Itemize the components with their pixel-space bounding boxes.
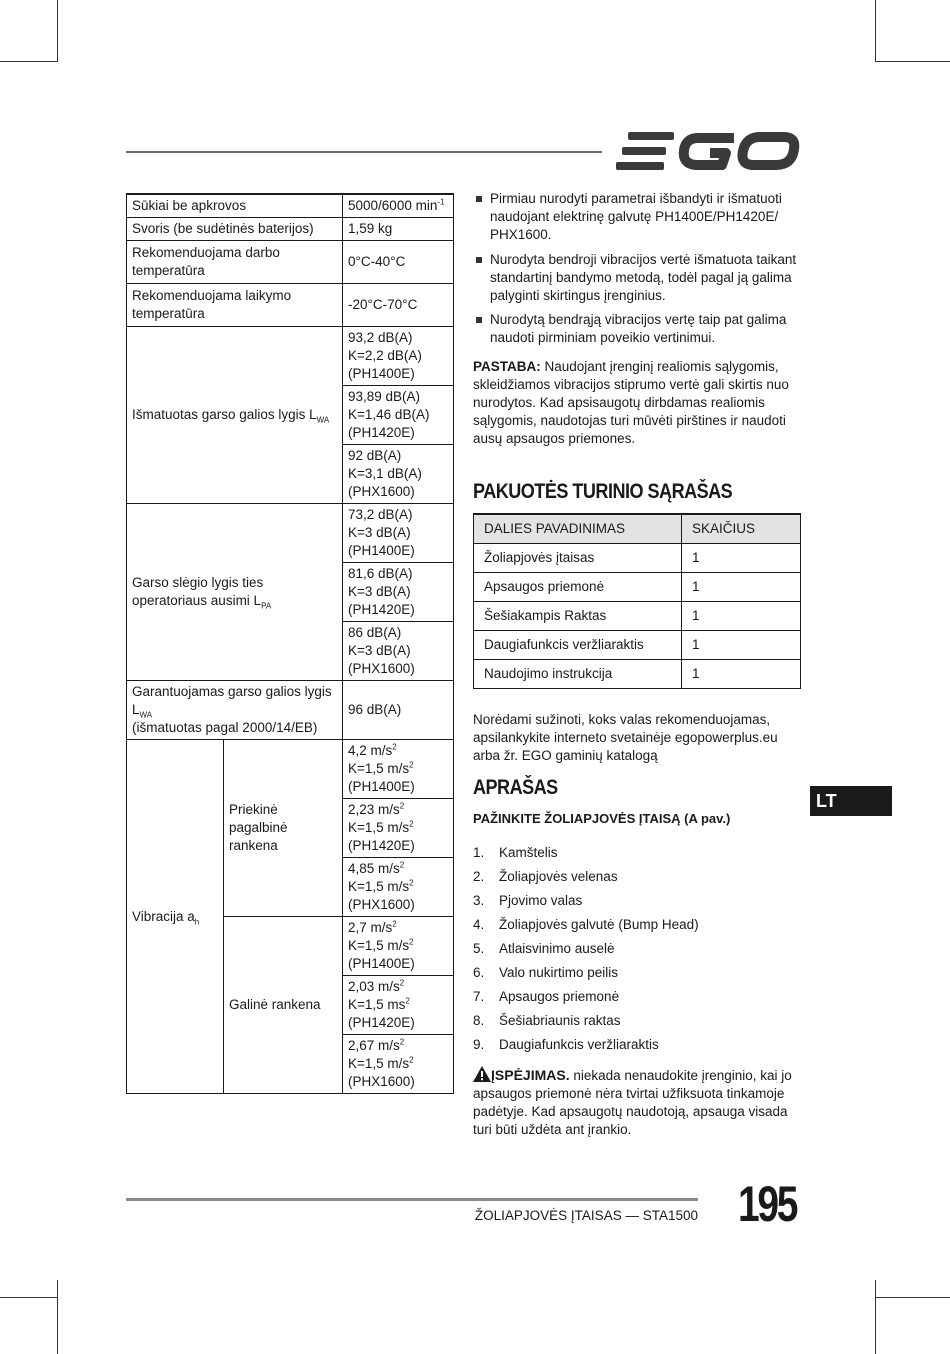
spec-value: -20°C-70°C xyxy=(343,284,454,327)
list-item: Nurodyta bendroji vibracijos vertė išmatuota taikant standartinį bandymo metodą, todėl pagal ją galima palyginti skirtingus įrenginius. xyxy=(473,251,803,306)
more-info-paragraph: Norėdami sužinoti, koks valas rekomenduojamas, apsilankykite interneto svetainėje egopowerplus.eu arba žr. EGO gaminių katalogą xyxy=(473,711,778,764)
table-row: Šešiakampis Raktas 1 xyxy=(474,601,801,630)
spec-value: 2,67 $m/s^2$ K=1,5 $m/s^2$ (PHX1600) xyxy=(343,1035,454,1094)
table-row: Apsaugos priemonė 1 xyxy=(474,572,801,601)
spec-label: Rekomenduojama darbo temperatūra xyxy=(127,241,343,284)
crop-mark xyxy=(875,1280,876,1354)
list-item: 6. Valo nukirtimo peilis xyxy=(473,964,619,980)
parts-list xyxy=(473,844,803,1060)
spec-value: 96 dB(A) xyxy=(343,681,454,740)
spec-label: Išmatuotas garso galios lygis $L_{WA}$ xyxy=(127,327,343,504)
spec-label: Garantuojamas garso galios lygis $L_{WA}$ (išmatuotas pagal 2000/14/EB) xyxy=(127,681,343,740)
description-heading: APRAŠAS xyxy=(473,776,558,800)
list-item: Nurodytą bendrąją vibracijos vertę taip pat galima naudoti pirminiam poveikio vertinimui. xyxy=(473,311,803,347)
spec-label: Sūkiai be apkrovos xyxy=(127,194,343,218)
spec-value: 4,2 $m/s^2$ K=1,5 $m/s^2$ (PH1400E) xyxy=(343,740,454,799)
list-item: 8. Šešiabriaunis raktas xyxy=(473,1012,621,1028)
spec-label: Vibracija $a_h$ xyxy=(127,740,224,1094)
spec-value: 92 dB(A) K=3,1 dB(A) (PHX1600) xyxy=(343,445,454,504)
list-item: 9. Daugiafunkcis veržliaraktis xyxy=(473,1036,659,1052)
column-header: DALIES PAVADINIMAS xyxy=(474,514,682,544)
spec-value: 2,23 $m/s^2$ K=1,5 $m/s^2$ (PH1420E) xyxy=(343,799,454,858)
list-item: Pirmiau nurodyti parametrai išbandyti ir išmatuoti naudojant elektrinę galvutę PH1400E/PH1420E/ PHX1600. xyxy=(473,190,803,245)
table-row: Naudojimo instrukcija 1 xyxy=(474,659,801,688)
bullet-icon xyxy=(476,196,482,202)
list-item: 7. Apsaugos priemonė xyxy=(473,988,620,1004)
table-row: Žoliapjovės įtaisas 1 xyxy=(474,543,801,572)
column-header: SKAIČIUS xyxy=(682,514,801,544)
crop-mark xyxy=(875,0,876,62)
table-header xyxy=(474,514,801,544)
warning-paragraph: ĮSPĖJIMAS. niekada nenaudokite įrenginio, kai jo apsaugos priemonė nėra tvirtai užfiksuota tinkamoje padėtyje. Kad apsaugotų naudotoją, apsauga visada turi būti uždėta ant įrankio. xyxy=(473,1066,792,1138)
packing-heading: PAKUOTĖS TURINIO SĄRAŠAS xyxy=(473,479,733,503)
spec-label: Svoris (be sudėtinės baterijos) xyxy=(127,218,343,241)
spec-label: Garso slėgio lygis ties operatoriaus ausimi $L_{PA}$ xyxy=(127,504,343,681)
description-subheading: PAŽINKITE ŽOLIAPJOVĖS ĮTAISĄ (A pav.) xyxy=(473,810,731,826)
spec-value: 5000/6000 $\min^{-1}$ xyxy=(343,194,454,218)
spec-value: 4,85 $m/s^2$ K=1,5 $m/s^2$ (PHX1600) xyxy=(343,858,454,917)
crop-mark xyxy=(0,1297,58,1298)
notes-list xyxy=(473,190,803,348)
spec-value: 2,7 $m/s^2$ K=1,5 $m/s^2$ (PH1400E) xyxy=(343,917,454,976)
spec-value: 86 dB(A) K=3 dB(A) (PHX1600) xyxy=(343,622,454,681)
spec-value: 2,03 $m/s^2$ K=1,5 $ms^2$ (PH1420E) xyxy=(343,976,454,1035)
ego-logo xyxy=(616,128,800,174)
packing-table xyxy=(473,513,801,689)
note-paragraph: PASTABA: Naudojant įrenginį realiomis sąlygomis, skleidžiamos vibracijos stiprumo vertė gali skirtis nuo nurodytos. Kad apsisaugotų dirbdamas realiomis sąlygomis, naudotojas turi mūvėti pirštines ir naudoti ausų apsaugos priemones. xyxy=(473,358,789,447)
spec-sublabel: Priekinė pagalbinė rankena xyxy=(224,740,343,917)
spec-label: Rekomenduojama laikymo temperatūra xyxy=(127,284,343,327)
crop-mark xyxy=(0,61,58,62)
spec-value: 93,89 dB(A) K=1,46 dB(A) (PH1420E) xyxy=(343,386,454,445)
list-item: 2. Žoliapjovės velenas xyxy=(473,868,618,884)
footer-title: ŽOLIAPJOVĖS ĮTAISAS — STA1500 xyxy=(474,1208,698,1223)
footer-rule xyxy=(126,1198,698,1201)
language-tab: LT xyxy=(810,786,892,816)
crop-mark xyxy=(57,1280,58,1354)
page-number: 195 xyxy=(738,1176,797,1232)
spec-value: 73,2 dB(A) K=3 dB(A) (PH1400E) xyxy=(343,504,454,563)
crop-mark xyxy=(875,1297,950,1298)
table-row: Daugiafunkcis veržliaraktis 1 xyxy=(474,630,801,659)
bullet-icon xyxy=(476,257,482,263)
list-item: 3. Pjovimo valas xyxy=(473,892,583,908)
list-item: 5. Atlaisvinimo auselė xyxy=(473,940,615,956)
spec-value: 81,6 dB(A) K=3 dB(A) (PH1420E) xyxy=(343,563,454,622)
right-column xyxy=(473,190,803,1153)
list-item: 1. Kamštelis xyxy=(473,844,558,860)
bullet-icon xyxy=(476,317,482,323)
specifications-table xyxy=(126,193,454,1094)
header-rule xyxy=(126,151,602,153)
crop-mark xyxy=(875,61,950,62)
list-item: 4. Žoliapjovės galvutė (Bump Head) xyxy=(473,916,699,932)
crop-mark xyxy=(57,0,58,62)
spec-sublabel: Galinė rankena xyxy=(224,917,343,1094)
spec-value: 1,59 kg xyxy=(343,218,454,241)
warning-triangle-icon xyxy=(473,1066,491,1082)
spec-value: 0°C-40°C xyxy=(343,241,454,284)
spec-value: 93,2 dB(A) K=2,2 dB(A) (PH1400E) xyxy=(343,327,454,386)
